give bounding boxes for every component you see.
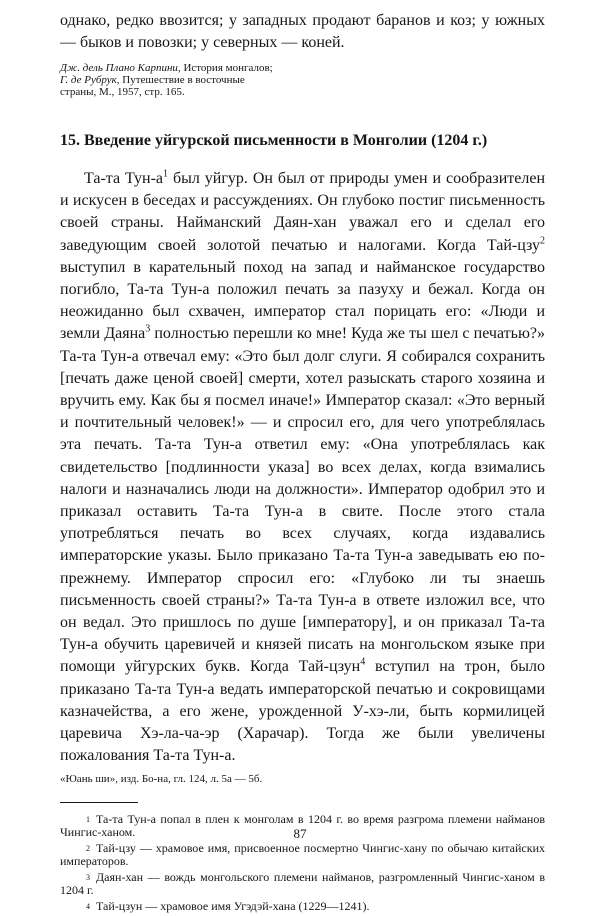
footnote-text: Тай-цзун — храмовое имя Угэдэй-хана (1229—1241).	[96, 899, 370, 914]
page-content	[60, 10, 545, 916]
top-source-line-3: страны, М., 1957, стр. 165.	[60, 86, 185, 98]
footnote-number: 3	[86, 873, 90, 883]
footnote-divider	[60, 802, 138, 803]
section-heading: 15. Введение уйгурской письменности в Монголии (1204 г.)	[60, 132, 488, 149]
top-source-author-2: Г. де Рубрук,	[60, 74, 120, 86]
top-source-title-1: История монгалов;	[180, 62, 273, 74]
footnote	[60, 900, 545, 913]
footnote-text: Та-та Тун-а попал в плен к монголам в 1204 г. во время разгрома племени найманов Чингис-ханом.	[60, 812, 545, 840]
page-number: 87	[293, 826, 307, 841]
footnote-ref-4[interactable]: 4	[360, 657, 366, 669]
top-source-citation	[60, 62, 545, 98]
bottom-source-citation: «Юань ши», изд. Бо-на, гл. 124, л. 5а — 5б.	[60, 773, 263, 786]
footnote-ref-3[interactable]: 3	[145, 324, 151, 336]
footnote-number: 2	[86, 844, 90, 854]
main-text-part-4: полностью перешли ко мне! Куда же ты шел с печатью?» Та-та Тун-а отвечал ему: «Это был долг слуги. Я собирался сохранить [печать даже ценой своей] смерти, хотел разыскать старого хозяина и вручить ему. Как бы я посмел иначе!» Император сказал: «Это верный и почтительный человек!» — и спросил его, для чего употреблялась эта печать. Та-та Тун-а ответил ему: «Она употреблялась как свидетельство [подлинности указа] во всех делах, когда взимались налоги и назначались люди на должности». Император одобрил это и приказал оставить Та-та Тун-а в свите. После этого стала употребляться печать во всех случаях, когда издавались императорские указы. Было приказано Та-та Тун-а заведывать ею по-прежнему. Император спросил его: «Глубоко ли ты знаешь письменность своей страны?» Та-та Тун-а в ответе изложил все, что он ведал. Это пришлось по душе [императору], и он приказал Та-та Тун-а обучить царевичей и князей писать на монгольском языке при помощи уйгурских букв. Когда Тай-цзун	[60, 325, 545, 676]
footnote-ref-2[interactable]: 2	[540, 235, 545, 247]
top-source-title-2: Путешествие в восточные	[119, 74, 245, 86]
main-text-part-5: вступил на трон, было приказано Та-та Тун-а ведать императорской печатью и сокровищами казначейства, а его жене, урожденной У-хэ-ли, быть кормилицей царевича Хэ-ла-ча-эр (Харачар). Тогда же были увеличены пожалования Та-та Тун-а.	[60, 658, 545, 765]
top-source-line-1	[60, 62, 545, 74]
footnote-number: 1	[86, 815, 90, 825]
footnote	[60, 842, 545, 868]
intro-paragraph: однако, редко ввозится; у западных продают баранов и коз; у южных — быков и повозки; у северных — коней.	[60, 12, 545, 51]
top-source-author-1: Дж. дель Плано Карпини,	[60, 62, 181, 74]
footnote	[60, 871, 545, 897]
main-text-part-2: был уйгур. Он был от природы умен и сообразителен и искусен в беседах и рассуждениях. Он глубоко постиг письменность своей страны. Найманский Даян-хан уважал его и сделал его заведующим своей золотой печатью и налогами. Когда Тай-цзу	[60, 170, 546, 254]
main-text-part-3: выступил в карательный поход на запад и найманское государство погибло, Та-та Тун-а положил печать за пазуху и бежал. Когда он неожиданно был схвачен, император стал порицать его: «Люди и земли Даяна	[60, 258, 545, 343]
footnote-text: Даян-хан — вождь монгольского племени найманов, разгромленный Чингис-ханом в 1204 г.	[60, 870, 545, 898]
main-text	[60, 168, 545, 767]
main-text-part-1: Та-та Тун-а	[84, 170, 164, 187]
footnote-number: 4	[86, 902, 90, 912]
top-source-line-2	[60, 74, 545, 86]
footnote-ref-1[interactable]: 1	[163, 168, 169, 180]
footnote-text: Тай-цзу — храмовое имя, присвоенное посмертно Чингис-хану по обычаю китайских императоров.	[60, 841, 545, 869]
